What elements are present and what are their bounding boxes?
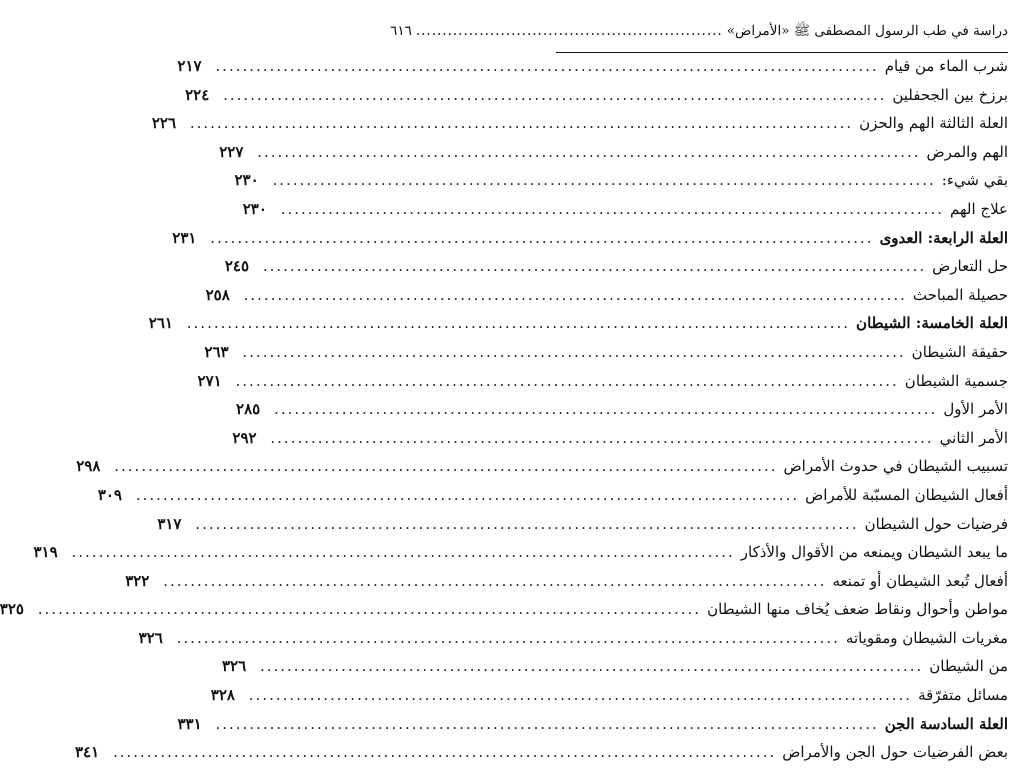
toc-leader-dots: ..................................................................................................	[114, 457, 778, 476]
toc-entry	[221, 657, 1008, 686]
toc-entry	[151, 114, 1008, 143]
table-of-contents	[0, 57, 1008, 772]
toc-entry-title: بعض الفرضيات حول الجن والأمراض	[782, 743, 1008, 762]
toc-entry	[148, 314, 1008, 343]
toc-entry-page-number: ٣٢٦	[221, 657, 247, 676]
toc-entry-page-number: ٣٢٦	[138, 628, 163, 647]
toc-entry-title: علاج الهم	[950, 199, 1008, 218]
toc-entry	[138, 628, 1008, 658]
toc-leader-dots: ..................................................................................................	[272, 171, 936, 190]
toc-entry-title: حل التعارض	[932, 257, 1008, 276]
toc-entry-page-number: ٣٠٩	[97, 485, 122, 504]
toc-entry	[33, 543, 1008, 572]
toc-entry-title: من الشيطان	[929, 657, 1008, 676]
toc-leader-dots: ..................................................................................................	[243, 285, 907, 304]
toc-entry-page-number: ٣٢٨	[210, 686, 235, 705]
toc-entry-page-number: ٢١٧	[177, 57, 202, 75]
toc-entry-title: الأمر الثاني	[939, 428, 1008, 447]
toc-leader-dots: ..................................................................................................	[215, 714, 879, 733]
toc-leader-dots: ..................................................................................................	[235, 371, 899, 390]
toc-leader-dots: ..................................................................................................	[270, 428, 934, 447]
toc-entry-page-number: ٢٥٨	[205, 285, 230, 304]
toc-leader-dots: ..................................................................................................	[176, 628, 840, 647]
toc-leader-dots: ..................................................................................................	[259, 657, 924, 676]
toc-entry	[185, 85, 1008, 115]
toc-entry-page-number: ٢٤٥	[224, 257, 250, 276]
toc-entry	[177, 57, 1008, 86]
toc-leader-dots: ..................................................................................................	[274, 400, 938, 419]
toc-entry-title: العلة الرابعة: العدوى	[879, 228, 1008, 247]
toc-entry-title: بقي شيء:	[941, 171, 1008, 190]
toc-entry-title: الهم والمرض	[926, 142, 1008, 161]
toc-leader-dots: ..................................................................................................	[210, 228, 874, 247]
toc-leader-dots: ..................................................................................................	[195, 514, 859, 533]
toc-entry-page-number: ٣٢٥	[0, 600, 24, 619]
toc-entry	[97, 485, 1008, 515]
toc-entry-page-number: ٢٢٤	[185, 85, 210, 104]
toc-entry-page-number: ٣١٩	[33, 543, 58, 562]
toc-leader-dots: ..................................................................................................	[257, 142, 921, 161]
toc-entry-page-number: ٢٦٣	[204, 342, 229, 361]
toc-entry	[172, 228, 1008, 258]
toc-leader-dots: ..................................................................................................	[37, 600, 702, 619]
toc-entry-title: العلة الخامسة: الشيطان	[856, 314, 1008, 333]
toc-leader-dots: ..................................................................................................	[112, 743, 777, 762]
toc-leader-dots: ..................................................................................................	[186, 314, 851, 333]
toc-entry	[0, 600, 1008, 629]
toc-entry-title: العلة السادسة الجن	[884, 714, 1008, 733]
toc-entry	[197, 371, 1008, 401]
toc-entry-page-number: ٣١٧	[157, 514, 182, 533]
toc-entry-page-number: ٢٢٧	[219, 142, 244, 161]
toc-entry-page-number: ٣٣١	[177, 714, 202, 733]
toc-entry-title: جسمية الشيطان	[904, 371, 1008, 390]
toc-leader-dots: ..................................................................................................	[242, 342, 906, 361]
toc-leader-dots: ..................................................................................................	[223, 85, 887, 104]
toc-leader-dots: ..................................................................................................	[215, 57, 879, 75]
toc-leader-dots: ..................................................................................................	[280, 199, 944, 218]
toc-entry	[236, 400, 1008, 429]
toc-entry	[204, 342, 1008, 372]
toc-leader-dots: ..................................................................................................	[248, 686, 913, 705]
toc-entry-title: فرضيات حول الشيطان	[864, 514, 1008, 533]
toc-leader-dots: ..................................................................................................	[135, 485, 800, 504]
toc-entry	[205, 285, 1008, 315]
toc-entry-page-number: ٢٣٠	[234, 171, 259, 190]
toc-entry-title: العلة الثالثة الهم والحزن	[859, 114, 1008, 133]
toc-entry-title: الأمر الأول	[943, 400, 1008, 419]
toc-entry	[177, 714, 1008, 744]
toc-entry	[232, 428, 1008, 458]
toc-entry-title: تسبيب الشيطان في حدوث الأمراض	[783, 457, 1008, 476]
header-rule	[556, 52, 1008, 53]
toc-entry-page-number: ٢٩٨	[76, 457, 101, 476]
toc-entry	[234, 171, 1008, 200]
toc-entry-title: مغريات الشيطان ومقوياته	[845, 628, 1008, 647]
header-leader-dots: ..........................................................	[415, 23, 723, 39]
toc-entry-page-number: ٢٧١	[197, 371, 222, 390]
toc-leader-dots: ..................................................................................................	[262, 257, 927, 276]
toc-entry-title: شرب الماء من قيام	[884, 57, 1008, 75]
toc-leader-dots: ..................................................................................................	[189, 114, 854, 133]
toc-entry-title: حصيلة المباحث	[912, 285, 1008, 304]
toc-entry-title: مسائل متفرّقة	[918, 686, 1008, 705]
toc-entry-page-number: ٢٩٢	[232, 428, 257, 447]
toc-entry	[219, 142, 1008, 172]
toc-leader-dots: ..................................................................................................	[71, 543, 735, 562]
toc-entry-page-number: ٣٢٢	[125, 571, 150, 590]
toc-entry-title: ما يبعد الشيطان ويمنعه من الأقوال والأذكار	[740, 543, 1008, 562]
toc-entry-page-number: ٢٣٠	[242, 199, 267, 218]
toc-entry-page-number: ٢٦١	[148, 314, 173, 333]
toc-entry-page-number: ٢٣١	[172, 228, 197, 247]
toc-entry-title: أفعال تُبعد الشيطان أو تمنعه	[832, 571, 1008, 590]
toc-leader-dots: ..................................................................................................	[163, 571, 827, 590]
toc-entry-title: أفعال الشيطان المسبّبة للأمراض	[805, 485, 1008, 504]
running-header	[390, 22, 1008, 44]
toc-entry	[125, 571, 1008, 601]
toc-entry	[210, 686, 1008, 715]
toc-entry-page-number: ٣٤١	[74, 743, 100, 762]
toc-entry-page-number: ٢٢٦	[151, 114, 177, 133]
toc-page	[0, 22, 1008, 772]
toc-entry-title: حقيقة الشيطان	[911, 342, 1008, 361]
toc-entry-title: برزخ بين الجحفلين	[892, 85, 1008, 104]
toc-entry	[242, 199, 1008, 229]
toc-entry	[157, 514, 1008, 544]
toc-entry	[224, 257, 1008, 286]
toc-entry	[74, 743, 1008, 772]
header-page-number: ٦١٦	[390, 23, 412, 39]
toc-entry	[76, 457, 1008, 486]
toc-entry-page-number: ٢٨٥	[236, 400, 261, 419]
header-title: دراسة في طب الرسول المصطفى ﷺ «الأمراض»	[726, 23, 1008, 39]
toc-entry-title: مواطن وأحوال ونقاط ضعف يُخاف منها الشيطان	[707, 600, 1008, 619]
